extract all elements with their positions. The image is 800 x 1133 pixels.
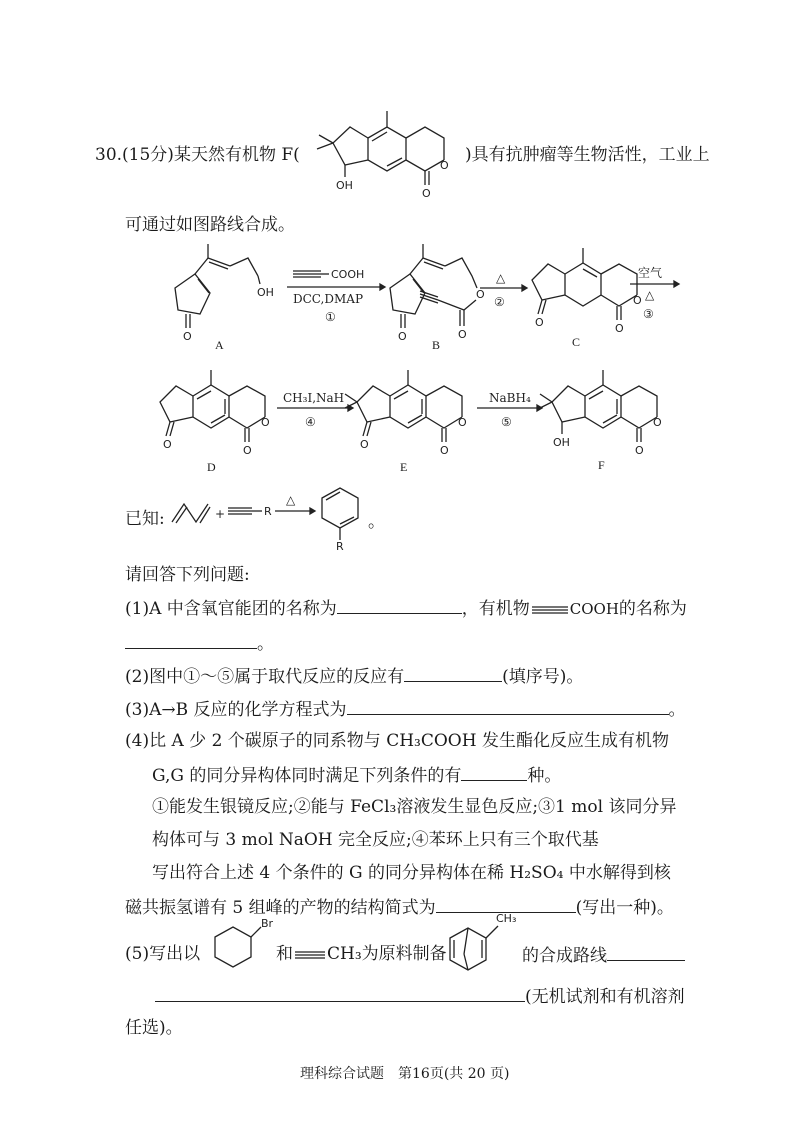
q1-text-c: 的名称为 <box>618 599 687 619</box>
step2-heat: △ <box>496 271 506 285</box>
c-ring-o: O <box>633 294 642 307</box>
q2-line <box>125 663 583 689</box>
step4-number: ④ <box>305 415 316 429</box>
arrow-step4 <box>275 388 355 438</box>
f-ring-o: O <box>440 159 449 172</box>
c-ketone-o: O <box>535 316 544 329</box>
compound-e-structure <box>345 362 485 462</box>
d-ketone-o: O <box>163 438 172 451</box>
label-b: B <box>432 338 441 352</box>
bromocyclohexane-structure <box>205 915 277 979</box>
question-points: (15分) <box>122 145 174 165</box>
d-carbonyl-o: O <box>243 444 252 457</box>
step2-number: ② <box>494 295 505 309</box>
question-intro-line2: 可通过如图路线合成。 <box>125 215 295 235</box>
q5-line2 <box>155 983 685 1009</box>
arrow-step5 <box>475 388 545 438</box>
compound-f-structure <box>540 362 680 462</box>
q3-answer-blank[interactable] <box>347 696 669 715</box>
known-r: R <box>264 505 272 518</box>
e-ring-o: O <box>458 416 467 429</box>
a-oh-label: OH <box>257 286 274 299</box>
step5-reagent: NaBH₄ <box>489 391 531 405</box>
q1-text-a: (1)A 中含氧官能团的名称为 <box>125 599 337 619</box>
arrow-step1 <box>285 265 385 325</box>
label-f: F <box>598 458 605 472</box>
q5-line3: 任选)。 <box>125 1018 183 1038</box>
q2-text-a: (2)图中①～⑤属于取代反应的反应有 <box>125 667 405 687</box>
compound-b-structure <box>380 238 490 348</box>
q4-line2 <box>152 762 561 788</box>
q1-text-d: 。 <box>257 634 274 654</box>
q1-cooh: COOH <box>569 600 619 618</box>
question-header <box>95 143 300 167</box>
f-oh-label: OH <box>336 179 353 192</box>
q5-ch3-label: CH₃ <box>496 912 517 925</box>
f-oh: OH <box>553 436 570 449</box>
compound-d-structure <box>148 362 288 462</box>
label-d: D <box>207 460 216 474</box>
q1-text-b: ，有机物 <box>461 599 530 619</box>
q4-text-2b: 种。 <box>527 766 562 786</box>
step1-number: ① <box>325 310 336 324</box>
step1-cooh: COOH <box>331 268 365 281</box>
q5-line1-end <box>522 942 685 968</box>
e-ketone-o: O <box>360 438 369 451</box>
known-plus: + <box>215 507 226 521</box>
a-o-label: O <box>183 330 192 343</box>
q4-line1: (4)比 A 少 2 个碳原子的同系物与 CH₃COOH 发生酯化反应生成有机物 <box>125 731 669 751</box>
q5-text-a: (5)写出以 <box>125 944 201 964</box>
q1-line1 <box>125 595 687 621</box>
q3-text-b: 。 <box>668 700 686 720</box>
step1-reagent: DCC,DMAP <box>293 292 364 306</box>
q4-line3: ①能发生银镜反应;②能与 FeCl₃溶液发生显色反应;③1 mol 该同分异 <box>152 797 677 817</box>
q4-line5: 写出符合上述 4 个条件的 G 的同分异构体在稀 H₂SO₄ 中水解得到核 <box>152 863 671 883</box>
q5-br-label: Br <box>261 917 274 930</box>
known-heat: △ <box>286 493 296 507</box>
q5-text-c: CH₃为原料制备 <box>327 944 447 964</box>
bicyclic-target-structure <box>440 910 520 980</box>
question-number: 30. <box>95 145 123 165</box>
label-a: A <box>215 338 224 352</box>
c-carbonyl-o: O <box>615 322 624 335</box>
e-carbonyl-o: O <box>440 444 449 457</box>
q5-text-b: 和 <box>276 944 293 964</box>
f-carbonyl-o: O <box>422 187 431 200</box>
q5-answer-blank-1[interactable] <box>607 942 685 961</box>
q5-text-d: 的合成路线 <box>522 946 607 966</box>
d-ring-o: O <box>261 416 270 429</box>
step5-number: ⑤ <box>501 415 512 429</box>
compound-a-structure <box>160 238 274 348</box>
q4-answer-blank-1[interactable] <box>461 762 527 781</box>
q3-text-a: (3)A→B 反应的化学方程式为 <box>125 700 347 720</box>
q4-text-2a: G,G 的同分异构体同时满足下列条件的有 <box>152 766 462 786</box>
q1-answer-blank-1[interactable] <box>337 595 462 614</box>
b-o-label: O <box>398 330 407 343</box>
q1-answer-blank-2[interactable] <box>125 630 257 649</box>
question-intro-b: )具有抗肿瘤等生物活性，工业上 <box>465 145 710 165</box>
label-e: E <box>400 460 408 474</box>
f-carbonyl: O <box>635 444 644 457</box>
arrow-step3 <box>628 264 680 326</box>
known-label: 已知: <box>125 509 165 529</box>
b-ester-o: O <box>476 288 485 301</box>
q1-line2 <box>125 630 274 656</box>
q3-line <box>125 696 686 722</box>
question-intro-a: 某天然有机物 F( <box>173 145 300 165</box>
step4-reagent: CH₃I,NaH <box>283 391 345 405</box>
step3-heat: △ <box>645 288 655 302</box>
q5-answer-blank-2[interactable] <box>155 983 525 1002</box>
q2-answer-blank[interactable] <box>404 663 502 682</box>
compound-f-inline-structure <box>305 105 465 200</box>
f-ring: O <box>653 416 662 429</box>
b-carbonyl-o: O <box>458 328 467 341</box>
page-footer: 理科综合试题 第16页(共 20 页) <box>300 1066 510 1082</box>
q5-line1-mid <box>276 942 447 966</box>
q4-line4: 构体可与 3 mol NaOH 完全反应;④苯环上只有三个取代基 <box>152 830 599 850</box>
q5-text-e: (无机试剂和有机溶剂 <box>525 987 685 1007</box>
label-c: C <box>572 335 581 349</box>
known-reaction <box>170 482 370 552</box>
q4-text-6a: 磁共振氢谱有 5 组峰的产物的结构简式为 <box>125 898 436 918</box>
q2-text-b: (填序号)。 <box>502 667 584 687</box>
known-end: 。 <box>368 512 385 532</box>
q4-text-6b: (写出一种)。 <box>575 898 674 918</box>
step3-number: ③ <box>643 307 654 321</box>
step3-air: 空气 <box>638 266 663 280</box>
prompt: 请回答下列问题: <box>125 565 250 585</box>
known-product-r: R <box>336 540 344 553</box>
